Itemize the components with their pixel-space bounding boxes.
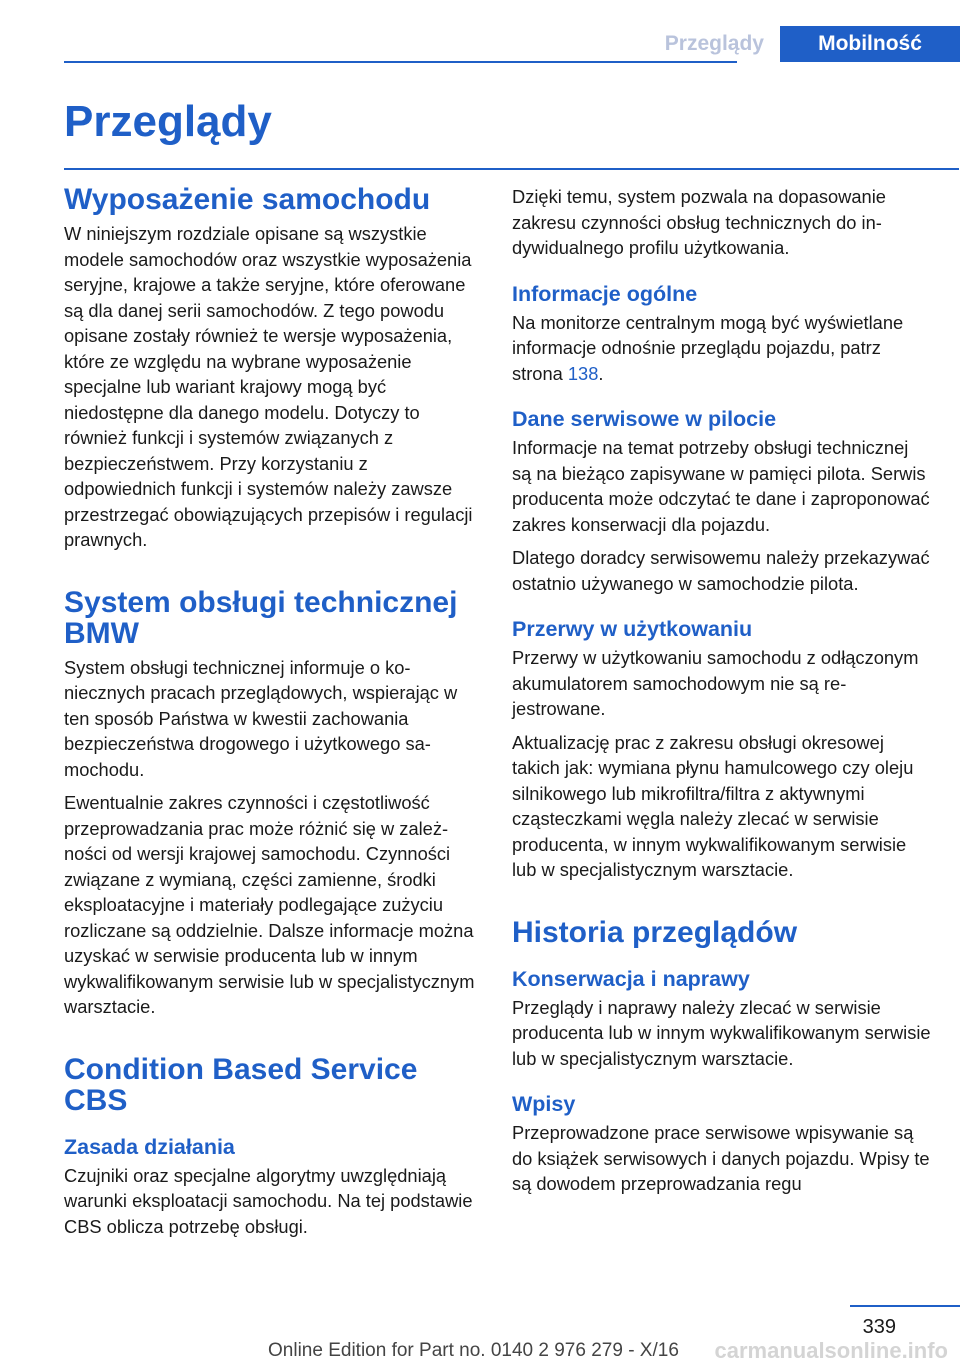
paragraph: Ewentualnie zakres czynności i częstotliwość przeprowadzania prac może różnić się w zależności od wersji krajowej samochodu. Czynności związane z wymianą, części zamienne, środki eksploatacyjne i materiały podlegające zużyciu rozliczane są oddzielnie. Dalsze informacje można uzyskać w serwisie producenta lub w innym wykwalifikowanym serwisie lub w specjalistycznym warsztacie. [64, 792, 475, 1017]
paragraph: Aktualizację prac z zakresu obsługi okresowej takich jak: wymiana płynu hamulcowego czy oleju silnikowego lub mikrofiltra/filtra z aktywnymi cząsteczkami węgla należy zlecać w serwisie producenta, w innym wykwalifikowanym serwisie lub w specjalistycznym warsztacie. [512, 731, 914, 880]
watermark: carmanualsonline.info [714, 1338, 948, 1363]
heading-system-obslugi: System obsługi technicznej BMW [64, 585, 458, 650]
paragraph: Przerwy w użytkowaniu samochodu z odłączonym akumulatorem samochodowym nie są rejestrowane. [512, 647, 919, 719]
page-number: 339 [862, 1316, 896, 1338]
left-column [64, 184, 484, 1247]
edition-text: Online Edition for Part no. 0140 2 976 279 - X/16 [268, 1340, 679, 1361]
subheading-informacje-ogolne: Informacje ogólne [512, 281, 698, 306]
header-tabs [635, 26, 960, 62]
paragraph: Dzięki temu, system pozwala na dopasowanie zakresu czynności obsług technicznych do indywidualnego profilu użytkowania. [512, 186, 886, 258]
paragraph: W niniejszym rozdziale opisane są wszystkie modele samochodów oraz wszystkie wyposażenia seryjne, krajowe a także seryjne, które oferowane są dla danej serii samochodów. Z tego powodu opisane zostały również te wersje wyposażenia, które ze względu na wybrane wyposażenie specjalne lub wariant krajowy mogą być niedostępne dla danego modelu. Dotyczy to również funkcji i systemów związanych z bezpieczeństwem. Przy korzystaniu z odpowiednich funkcji i systemów należy zawsze przestrzegać obowiązujących przepisów i regulacji prawnych. [64, 223, 473, 550]
paragraph: Przeprowadzone prace serwisowe wpisywanie są do książek serwisowych i danych pojazdu. Wpisy te są dowodem przeprowadzania regu [512, 1122, 930, 1194]
subheading-dane-serwisowe: Dane serwisowe w pilocie [512, 407, 777, 431]
tab-mobilnosc[interactable]: Mobilność [780, 26, 960, 62]
footer-rule [850, 1305, 960, 1307]
paragraph: Na monitorze centralnym mogą być wyświetlane informacje odnośnie przeglądu pojazdu, patrz strona 138. [512, 311, 904, 384]
tab-przeglady[interactable]: Przeglądy [664, 32, 764, 55]
paragraph: System obsługi technicznej informuje o koniecznych pracach przeglądowych, wspierając w ten sposób Państwa w kwestii zachowania bezpieczeństwa drogowego i użytkowego samochodu. [64, 656, 458, 780]
paragraph: Informacje na temat potrzeby obsługi technicznej są na bieżąco zapisywane w pamięci pilota. Serwis producenta może odczytać te dane i zaproponować zakres konserwacji dla pojazdu. [512, 437, 930, 535]
heading-historia: Historia przeglądów [512, 915, 798, 949]
header-rule [64, 61, 737, 63]
paragraph: Przeglądy i naprawy należy zlecać w serwisie producenta lub w innym wykwalifikowanym serwisie lub w specjalistycznym warsztacie. [512, 996, 931, 1069]
title-rule [64, 168, 959, 170]
subheading-konserwacja: Konserwacja i naprawy [512, 966, 750, 991]
heading-wyposazenie: Wyposażenie samochodu [64, 183, 431, 216]
paragraph: Dlatego doradcy serwisowemu należy przekazywać ostatnio używanego w samochodzie pilota. [512, 547, 930, 594]
page-link-138[interactable]: 138 [567, 362, 599, 384]
paragraph: Czujniki oraz specjalne algorytmy uwzględniają warunki eksploatacji samochodu. Na tej podstawie CBS oblicza potrzebę obsługi. [64, 1164, 473, 1237]
page-title: Przeglądy [64, 97, 272, 146]
subheading-przerwy: Przerwy w użytkowaniu [512, 617, 753, 641]
right-column [512, 184, 932, 1205]
subheading-wpisy: Wpisy [512, 1092, 576, 1116]
subheading-zasada-dzialania: Zasada działania [64, 1134, 235, 1159]
heading-cbs: Condition Based Service CBS [64, 1052, 418, 1117]
